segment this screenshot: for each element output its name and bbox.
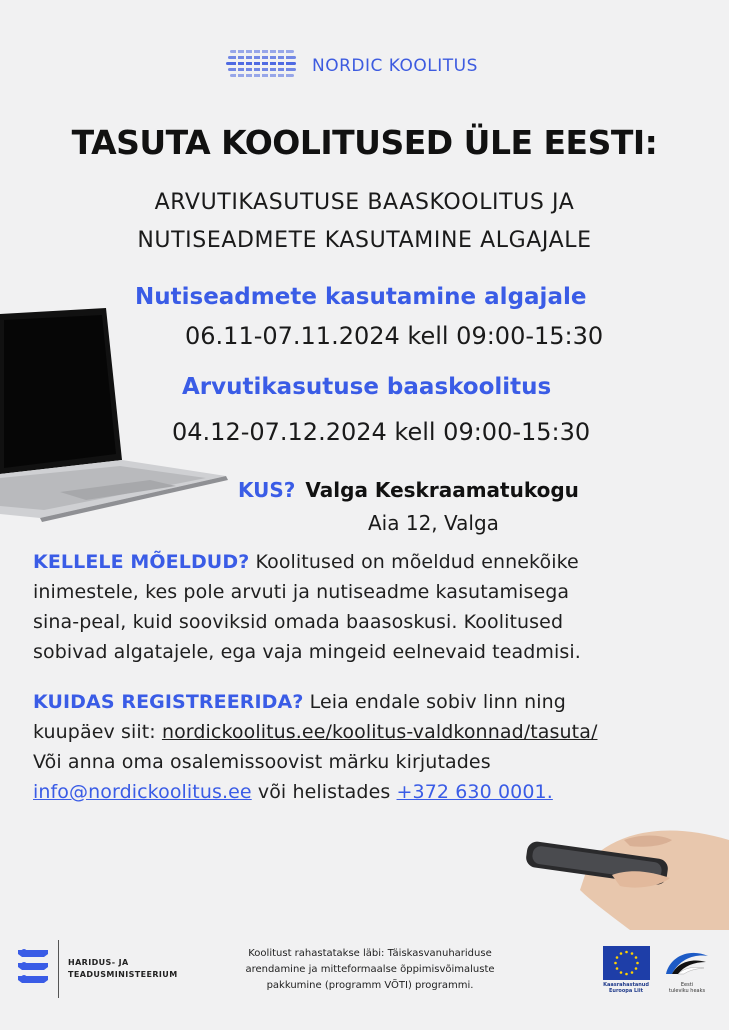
eu-caption: [596, 982, 656, 994]
estonia-caption-line: Eesti: [680, 982, 694, 988]
estonia-caption-line: tuleviku heaks: [668, 988, 706, 994]
estonia-future-logo-icon: [662, 944, 712, 980]
course-2-title: Arvutikasutuse baaskoolitus: [182, 374, 552, 400]
ministry-divider: [58, 940, 59, 998]
audience-text: inimestele, kes pole arvuti ja nutiseadme kasutamisega: [33, 581, 570, 603]
funding-line: Koolitust rahastatakse läbi: Täiskasvanuhariduse: [248, 948, 492, 959]
brand-logo: [226, 44, 516, 86]
location-address: Aia 12, Valga: [368, 511, 499, 535]
page-title: TASUTA KOOLITUSED ÜLE EESTI:: [71, 123, 658, 162]
funding-line: arendamine ja mitteformaalse õppimisvõimaluste: [245, 964, 495, 975]
course-1-date: 06.11-07.11.2024 kell 09:00-15:30: [185, 322, 604, 350]
registration-paragraph: [33, 687, 713, 807]
ministry-name: TEADUSMINISTEERIUM: [68, 970, 178, 979]
audience-text: sobivad algatajele, ega vaja mingeid eelnevaid teadmisi.: [33, 641, 581, 663]
phone-link[interactable]: +372 630 0001.: [396, 781, 553, 803]
estonian-lions-crest-icon: [16, 946, 50, 990]
email-link[interactable]: info@nordickoolitus.ee: [33, 781, 252, 803]
ministry-name: HARIDUS- JA: [68, 958, 129, 967]
estonia-caption: [664, 982, 710, 994]
audience-text: Koolitused on mõeldud ennekõike: [249, 551, 579, 573]
funding-note: [215, 946, 525, 994]
subtitle-line-1: ARVUTIKASUTUSE BAASKOOLITUS JA: [154, 190, 575, 215]
course-1-title: Nutiseadmete kasutamine algajale: [135, 284, 587, 310]
location-place: Valga Keskraamatukogu: [305, 478, 579, 502]
location-line: [238, 478, 579, 502]
funding-line: pakkumine (programm VÕTI) programmi.: [266, 980, 474, 991]
phone-in-hand-image: [520, 820, 729, 930]
registration-text: Leia endale sobiv linn ning: [303, 691, 566, 713]
registration-url-link[interactable]: nordickoolitus.ee/koolitus-valdkonnad/tasuta/: [161, 721, 598, 743]
registration-text: Või anna oma osalemissoovist märku kirjutades: [33, 751, 491, 773]
audience-paragraph: [33, 547, 713, 667]
brand-name: NORDIC KOOLITUS: [312, 56, 478, 76]
nordic-koolitus-logo-icon: [226, 44, 298, 84]
audience-text: sina-peal, kuid sooviksid omada baasoskusi. Koolitused: [33, 611, 564, 633]
registration-text: või helistades: [251, 781, 397, 803]
eu-caption-line: Kaasrahastanud: [603, 982, 649, 988]
subtitle-line-2: NUTISEADMETE KASUTAMINE ALGAJALE: [137, 228, 592, 253]
registration-heading: KUIDAS REGISTREERIDA?: [33, 691, 304, 713]
audience-heading: KELLELE MÕELDUD?: [33, 551, 250, 573]
course-2-date: 04.12-07.12.2024 kell 09:00-15:30: [172, 418, 591, 446]
eu-caption-line: Euroopa Liit: [608, 988, 643, 994]
eu-flag-icon: [603, 946, 650, 980]
registration-text: kuupäev siit:: [33, 721, 162, 743]
location-label: KUS?: [238, 478, 296, 502]
ministry-logo: [16, 940, 216, 1000]
